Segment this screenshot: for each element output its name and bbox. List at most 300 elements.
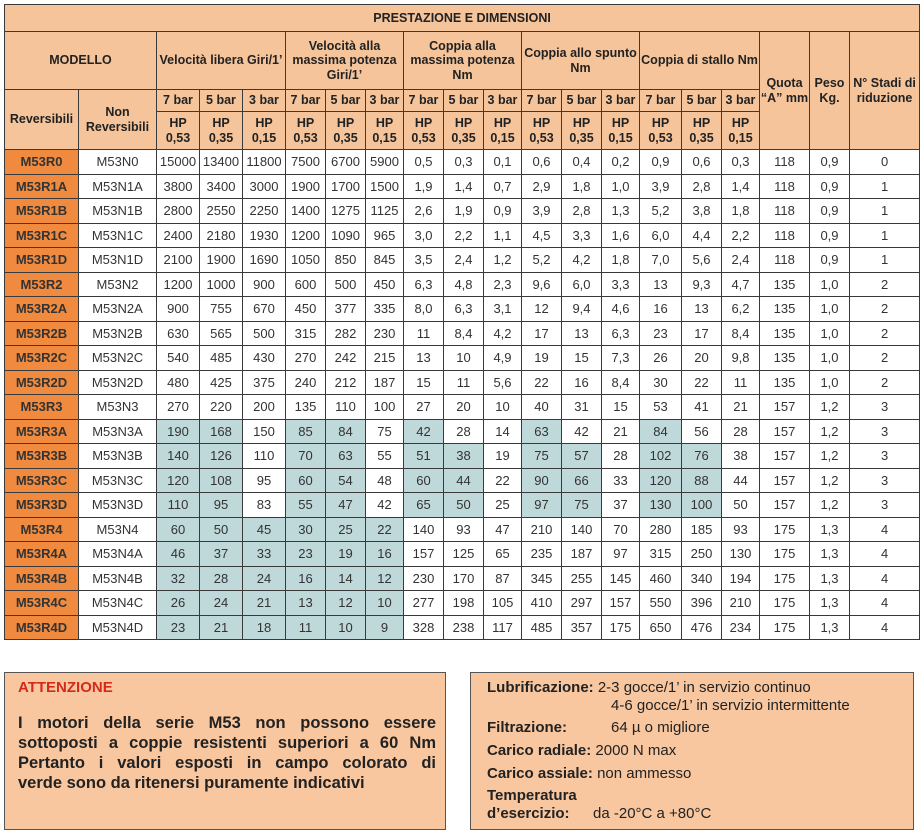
quota-cell: 175 bbox=[760, 615, 810, 640]
value-cell: 95 bbox=[243, 468, 286, 493]
value-cell: 2100 bbox=[157, 248, 200, 273]
value-cell: 25 bbox=[484, 493, 522, 518]
model-non-reversible-cell: M53N2 bbox=[79, 272, 157, 297]
value-cell: 65 bbox=[484, 542, 522, 567]
value-cell: 0,3 bbox=[444, 150, 484, 175]
value-cell: 11 bbox=[286, 615, 326, 640]
quota-cell: 118 bbox=[760, 248, 810, 273]
value-cell: 357 bbox=[562, 615, 602, 640]
value-cell: 345 bbox=[522, 566, 562, 591]
value-cell: 30 bbox=[640, 370, 682, 395]
value-cell: 93 bbox=[444, 517, 484, 542]
value-cell: 44 bbox=[722, 468, 760, 493]
pressure-header: 5 bar bbox=[200, 90, 243, 112]
value-cell: 117 bbox=[484, 615, 522, 640]
value-cell: 270 bbox=[157, 395, 200, 420]
model-reversible-cell: M53R1B bbox=[5, 199, 79, 224]
value-cell: 3,9 bbox=[522, 199, 562, 224]
value-cell: 4,4 bbox=[682, 223, 722, 248]
value-cell: 23 bbox=[157, 615, 200, 640]
value-cell: 13 bbox=[640, 272, 682, 297]
table-row bbox=[5, 395, 920, 420]
spec-lubrification-2 bbox=[611, 697, 850, 715]
value-cell: 2,3 bbox=[484, 272, 522, 297]
value-cell: 425 bbox=[200, 370, 243, 395]
value-cell: 16 bbox=[562, 370, 602, 395]
value-cell: 1700 bbox=[326, 174, 366, 199]
quota-cell: 135 bbox=[760, 272, 810, 297]
value-cell: 26 bbox=[640, 346, 682, 371]
value-cell: 5900 bbox=[366, 150, 404, 175]
value-cell: 105 bbox=[484, 591, 522, 616]
value-cell: 1690 bbox=[243, 248, 286, 273]
value-cell: 17 bbox=[522, 321, 562, 346]
table-row bbox=[5, 493, 920, 518]
value-cell: 168 bbox=[200, 419, 243, 444]
value-cell: 6,0 bbox=[562, 272, 602, 297]
model-non-reversible-cell: M53N2B bbox=[79, 321, 157, 346]
value-cell: 2,6 bbox=[404, 199, 444, 224]
value-cell: 485 bbox=[200, 346, 243, 371]
model-non-reversible-cell: M53N1D bbox=[79, 248, 157, 273]
value-cell: 1400 bbox=[286, 199, 326, 224]
table-row bbox=[5, 150, 920, 175]
stadi-cell: 4 bbox=[850, 542, 920, 567]
value-cell: 2550 bbox=[200, 199, 243, 224]
table-row bbox=[5, 591, 920, 616]
hp-header: HP 0,53 bbox=[157, 112, 200, 150]
table-row bbox=[5, 419, 920, 444]
value-cell: 19 bbox=[522, 346, 562, 371]
value-cell: 6,2 bbox=[722, 297, 760, 322]
pressure-header: 5 bar bbox=[562, 90, 602, 112]
value-cell: 1,8 bbox=[562, 174, 602, 199]
model-non-reversible-cell: M53N0 bbox=[79, 150, 157, 175]
value-cell: 5,6 bbox=[682, 248, 722, 273]
value-cell: 0,9 bbox=[640, 150, 682, 175]
value-cell: 33 bbox=[243, 542, 286, 567]
value-cell: 50 bbox=[200, 517, 243, 542]
value-cell: 75 bbox=[522, 444, 562, 469]
model-reversible-cell: M53R4C bbox=[5, 591, 79, 616]
value-cell: 45 bbox=[243, 517, 286, 542]
value-cell: 21 bbox=[243, 591, 286, 616]
value-cell: 277 bbox=[404, 591, 444, 616]
value-cell: 5,2 bbox=[640, 199, 682, 224]
value-cell: 328 bbox=[404, 615, 444, 640]
value-cell: 485 bbox=[522, 615, 562, 640]
model-reversible-cell: M53R0 bbox=[5, 150, 79, 175]
value-cell: 3400 bbox=[200, 174, 243, 199]
value-cell: 1,9 bbox=[404, 174, 444, 199]
stadi-cell: 3 bbox=[850, 444, 920, 469]
value-cell: 100 bbox=[682, 493, 722, 518]
value-cell: 500 bbox=[243, 321, 286, 346]
value-cell: 10 bbox=[444, 346, 484, 371]
value-cell: 30 bbox=[286, 517, 326, 542]
value-cell: 13 bbox=[682, 297, 722, 322]
group-header-coppia-stallo: Coppia di stallo Nm bbox=[640, 32, 760, 90]
hp-header: HP 0,53 bbox=[404, 112, 444, 150]
spec-label: Temperatura bbox=[487, 787, 577, 804]
quota-cell: 135 bbox=[760, 321, 810, 346]
model-non-reversible-cell: M53N4B bbox=[79, 566, 157, 591]
value-cell: 1500 bbox=[366, 174, 404, 199]
value-cell: 480 bbox=[157, 370, 200, 395]
stadi-cell: 4 bbox=[850, 517, 920, 542]
value-cell: 2,2 bbox=[722, 223, 760, 248]
value-cell: 13400 bbox=[200, 150, 243, 175]
value-cell: 65 bbox=[404, 493, 444, 518]
model-non-reversible-cell: M53N1C bbox=[79, 223, 157, 248]
value-cell: 54 bbox=[326, 468, 366, 493]
value-cell: 396 bbox=[682, 591, 722, 616]
spec-label: Filtrazione: bbox=[487, 719, 568, 736]
value-cell: 14 bbox=[326, 566, 366, 591]
table-row bbox=[5, 321, 920, 346]
value-cell: 46 bbox=[157, 542, 200, 567]
value-cell: 2400 bbox=[157, 223, 200, 248]
value-cell: 55 bbox=[286, 493, 326, 518]
stadi-cell: 4 bbox=[850, 591, 920, 616]
value-cell: 2,4 bbox=[722, 248, 760, 273]
value-cell: 0,7 bbox=[484, 174, 522, 199]
value-cell: 57 bbox=[562, 444, 602, 469]
value-cell: 15000 bbox=[157, 150, 200, 175]
table-row bbox=[5, 223, 920, 248]
value-cell: 3000 bbox=[243, 174, 286, 199]
value-cell: 130 bbox=[722, 542, 760, 567]
peso-cell: 1,3 bbox=[810, 615, 850, 640]
value-cell: 12 bbox=[326, 591, 366, 616]
value-cell: 15 bbox=[404, 370, 444, 395]
model-non-reversible-cell: M53N1B bbox=[79, 199, 157, 224]
hp-header: HP 0,35 bbox=[200, 112, 243, 150]
value-cell: 375 bbox=[243, 370, 286, 395]
value-cell: 2,8 bbox=[562, 199, 602, 224]
value-cell: 50 bbox=[444, 493, 484, 518]
value-cell: 198 bbox=[444, 591, 484, 616]
value-cell: 145 bbox=[602, 566, 640, 591]
value-cell: 1,0 bbox=[602, 174, 640, 199]
attention-message bbox=[18, 713, 436, 793]
value-cell: 40 bbox=[522, 395, 562, 420]
value-cell: 1,3 bbox=[602, 199, 640, 224]
pressure-header: 3 bar bbox=[366, 90, 404, 112]
group-header-velocita-libera: Velocità libera Giri/1’ bbox=[157, 32, 286, 90]
value-cell: 120 bbox=[640, 468, 682, 493]
pressure-header: 3 bar bbox=[602, 90, 640, 112]
value-cell: 9,4 bbox=[562, 297, 602, 322]
model-reversible-cell: M53R3A bbox=[5, 419, 79, 444]
value-cell: 270 bbox=[286, 346, 326, 371]
hp-header: HP 0,35 bbox=[562, 112, 602, 150]
value-cell: 4,2 bbox=[484, 321, 522, 346]
value-cell: 8,4 bbox=[722, 321, 760, 346]
value-cell: 2,9 bbox=[522, 174, 562, 199]
value-cell: 97 bbox=[602, 542, 640, 567]
quota-cell: 157 bbox=[760, 493, 810, 518]
value-cell: 38 bbox=[444, 444, 484, 469]
value-cell: 1275 bbox=[326, 199, 366, 224]
value-cell: 900 bbox=[243, 272, 286, 297]
value-cell: 1,8 bbox=[602, 248, 640, 273]
peso-cell: 1,2 bbox=[810, 395, 850, 420]
value-cell: 255 bbox=[562, 566, 602, 591]
value-cell: 315 bbox=[286, 321, 326, 346]
value-cell: 42 bbox=[366, 493, 404, 518]
value-cell: 140 bbox=[562, 517, 602, 542]
value-cell: 230 bbox=[366, 321, 404, 346]
value-cell: 20 bbox=[444, 395, 484, 420]
attention-title: ATTENZIONE bbox=[18, 679, 113, 696]
value-cell: 340 bbox=[682, 566, 722, 591]
value-cell: 120 bbox=[157, 468, 200, 493]
peso-cell: 1,3 bbox=[810, 542, 850, 567]
value-cell: 6,3 bbox=[602, 321, 640, 346]
value-cell: 22 bbox=[522, 370, 562, 395]
peso-cell: 0,9 bbox=[810, 223, 850, 248]
value-cell: 47 bbox=[326, 493, 366, 518]
value-cell: 187 bbox=[366, 370, 404, 395]
spec-temperature bbox=[487, 787, 577, 805]
value-cell: 9,8 bbox=[722, 346, 760, 371]
value-cell: 234 bbox=[722, 615, 760, 640]
stadi-cell: 2 bbox=[850, 321, 920, 346]
value-cell: 0,1 bbox=[484, 150, 522, 175]
value-cell: 965 bbox=[366, 223, 404, 248]
peso-cell: 1,0 bbox=[810, 321, 850, 346]
value-cell: 7500 bbox=[286, 150, 326, 175]
value-cell: 850 bbox=[326, 248, 366, 273]
value-cell: 110 bbox=[157, 493, 200, 518]
value-cell: 200 bbox=[243, 395, 286, 420]
value-cell: 4,8 bbox=[444, 272, 484, 297]
value-cell: 1930 bbox=[243, 223, 286, 248]
table-row bbox=[5, 566, 920, 591]
value-cell: 670 bbox=[243, 297, 286, 322]
value-cell: 70 bbox=[602, 517, 640, 542]
value-cell: 23 bbox=[640, 321, 682, 346]
model-reversible-cell: M53R3D bbox=[5, 493, 79, 518]
reversibili-header: Reversibili bbox=[5, 90, 79, 150]
value-cell: 88 bbox=[682, 468, 722, 493]
hp-header: HP 0,15 bbox=[366, 112, 404, 150]
value-cell: 63 bbox=[522, 419, 562, 444]
value-cell: 22 bbox=[484, 468, 522, 493]
model-non-reversible-cell: M53N2A bbox=[79, 297, 157, 322]
value-cell: 16 bbox=[640, 297, 682, 322]
value-cell: 3,0 bbox=[404, 223, 444, 248]
value-cell: 250 bbox=[682, 542, 722, 567]
spec-value: 2-3 gocce/1’ in servizio continuo bbox=[597, 679, 811, 696]
value-cell: 44 bbox=[444, 468, 484, 493]
quota-cell: 175 bbox=[760, 566, 810, 591]
value-cell: 87 bbox=[484, 566, 522, 591]
value-cell: 102 bbox=[640, 444, 682, 469]
value-cell: 28 bbox=[444, 419, 484, 444]
value-cell: 75 bbox=[562, 493, 602, 518]
value-cell: 6,0 bbox=[640, 223, 682, 248]
value-cell: 10 bbox=[484, 395, 522, 420]
value-cell: 42 bbox=[562, 419, 602, 444]
value-cell: 56 bbox=[682, 419, 722, 444]
quota-cell: 135 bbox=[760, 297, 810, 322]
value-cell: 7,0 bbox=[640, 248, 682, 273]
value-cell: 210 bbox=[722, 591, 760, 616]
value-cell: 126 bbox=[200, 444, 243, 469]
value-cell: 14 bbox=[484, 419, 522, 444]
value-cell: 48 bbox=[366, 468, 404, 493]
value-cell: 238 bbox=[444, 615, 484, 640]
pressure-header: 3 bar bbox=[484, 90, 522, 112]
model-reversible-cell: M53R4 bbox=[5, 517, 79, 542]
value-cell: 28 bbox=[200, 566, 243, 591]
pressure-header: 3 bar bbox=[243, 90, 286, 112]
model-reversible-cell: M53R3C bbox=[5, 468, 79, 493]
peso-cell: 1,2 bbox=[810, 419, 850, 444]
value-cell: 32 bbox=[157, 566, 200, 591]
value-cell: 3,5 bbox=[404, 248, 444, 273]
value-cell: 230 bbox=[404, 566, 444, 591]
value-cell: 140 bbox=[404, 517, 444, 542]
spec-lubrification bbox=[487, 679, 811, 697]
peso-cell: 1,3 bbox=[810, 517, 850, 542]
table-row bbox=[5, 468, 920, 493]
value-cell: 1,2 bbox=[484, 248, 522, 273]
value-cell: 1,9 bbox=[444, 199, 484, 224]
quota-cell: 118 bbox=[760, 150, 810, 175]
stadi-cell: 1 bbox=[850, 174, 920, 199]
model-reversible-cell: M53R2 bbox=[5, 272, 79, 297]
value-cell: 8,4 bbox=[444, 321, 484, 346]
value-cell: 3,3 bbox=[602, 272, 640, 297]
stadi-cell: 4 bbox=[850, 566, 920, 591]
value-cell: 11800 bbox=[243, 150, 286, 175]
quota-cell: 118 bbox=[760, 174, 810, 199]
hp-header: HP 0,35 bbox=[326, 112, 366, 150]
value-cell: 3,9 bbox=[640, 174, 682, 199]
value-cell: 9,3 bbox=[682, 272, 722, 297]
value-cell: 650 bbox=[640, 615, 682, 640]
peso-cell: 0,9 bbox=[810, 174, 850, 199]
model-reversible-cell: M53R3 bbox=[5, 395, 79, 420]
pressure-header: 7 bar bbox=[522, 90, 562, 112]
spec-value: non ammesso bbox=[597, 765, 692, 782]
value-cell: 280 bbox=[640, 517, 682, 542]
peso-cell: 0,9 bbox=[810, 199, 850, 224]
quota-cell: 157 bbox=[760, 444, 810, 469]
value-cell: 10 bbox=[326, 615, 366, 640]
value-cell: 190 bbox=[157, 419, 200, 444]
value-cell: 6,3 bbox=[404, 272, 444, 297]
value-cell: 845 bbox=[366, 248, 404, 273]
model-reversible-cell: M53R2D bbox=[5, 370, 79, 395]
value-cell: 0,9 bbox=[484, 199, 522, 224]
value-cell: 0,4 bbox=[562, 150, 602, 175]
value-cell: 27 bbox=[404, 395, 444, 420]
pressure-header: 7 bar bbox=[640, 90, 682, 112]
value-cell: 3,3 bbox=[562, 223, 602, 248]
value-cell: 28 bbox=[602, 444, 640, 469]
quota-cell: 135 bbox=[760, 346, 810, 371]
model-non-reversible-cell: M53N3A bbox=[79, 419, 157, 444]
value-cell: 21 bbox=[602, 419, 640, 444]
value-cell: 21 bbox=[722, 395, 760, 420]
value-cell: 282 bbox=[326, 321, 366, 346]
value-cell: 22 bbox=[366, 517, 404, 542]
value-cell: 23 bbox=[286, 542, 326, 567]
value-cell: 460 bbox=[640, 566, 682, 591]
quota-cell: 135 bbox=[760, 370, 810, 395]
value-cell: 31 bbox=[562, 395, 602, 420]
value-cell: 37 bbox=[200, 542, 243, 567]
value-cell: 60 bbox=[157, 517, 200, 542]
hp-header: HP 0,35 bbox=[682, 112, 722, 150]
table-row bbox=[5, 370, 920, 395]
value-cell: 240 bbox=[286, 370, 326, 395]
group-header-velocita-max-potenza: Velocità alla massima potenza Giri/1’ bbox=[286, 32, 404, 90]
value-cell: 24 bbox=[200, 591, 243, 616]
peso-cell: 0,9 bbox=[810, 150, 850, 175]
value-cell: 377 bbox=[326, 297, 366, 322]
model-non-reversible-cell: M53N1A bbox=[79, 174, 157, 199]
value-cell: 2,8 bbox=[682, 174, 722, 199]
value-cell: 63 bbox=[326, 444, 366, 469]
value-cell: 25 bbox=[326, 517, 366, 542]
non-reversibili-header: Non Reversibili bbox=[79, 90, 157, 150]
value-cell: 2180 bbox=[200, 223, 243, 248]
value-cell: 1,8 bbox=[722, 199, 760, 224]
model-non-reversible-cell: M53N2D bbox=[79, 370, 157, 395]
stadi-cell: 3 bbox=[850, 493, 920, 518]
value-cell: 110 bbox=[243, 444, 286, 469]
value-cell: 4,2 bbox=[562, 248, 602, 273]
peso-cell: 1,0 bbox=[810, 370, 850, 395]
value-cell: 66 bbox=[562, 468, 602, 493]
value-cell: 13 bbox=[562, 321, 602, 346]
attention-line: sottoposti a coppie resistenti superiori a 60 Nm bbox=[18, 734, 436, 752]
value-cell: 13 bbox=[286, 591, 326, 616]
value-cell: 2,2 bbox=[444, 223, 484, 248]
peso-cell: 0,9 bbox=[810, 248, 850, 273]
value-cell: 15 bbox=[602, 395, 640, 420]
value-cell: 600 bbox=[286, 272, 326, 297]
spec-filtration-value: 64 µ o migliore bbox=[611, 719, 710, 736]
value-cell: 3800 bbox=[157, 174, 200, 199]
value-cell: 1125 bbox=[366, 199, 404, 224]
spec-value: 4-6 gocce/1’ in servizio intermittente bbox=[611, 697, 850, 714]
performance-table bbox=[4, 4, 920, 640]
value-cell: 42 bbox=[404, 419, 444, 444]
peso-cell: 1,2 bbox=[810, 493, 850, 518]
value-cell: 1200 bbox=[157, 272, 200, 297]
value-cell: 4,5 bbox=[522, 223, 562, 248]
value-cell: 500 bbox=[326, 272, 366, 297]
value-cell: 100 bbox=[366, 395, 404, 420]
hp-header: HP 0,53 bbox=[640, 112, 682, 150]
value-cell: 38 bbox=[722, 444, 760, 469]
value-cell: 125 bbox=[444, 542, 484, 567]
model-reversible-cell: M53R4A bbox=[5, 542, 79, 567]
value-cell: 170 bbox=[444, 566, 484, 591]
value-cell: 26 bbox=[157, 591, 200, 616]
value-cell: 110 bbox=[326, 395, 366, 420]
value-cell: 210 bbox=[522, 517, 562, 542]
value-cell: 1,1 bbox=[484, 223, 522, 248]
stadi-header: N° Stadi di riduzione bbox=[850, 32, 920, 150]
quota-cell: 157 bbox=[760, 468, 810, 493]
